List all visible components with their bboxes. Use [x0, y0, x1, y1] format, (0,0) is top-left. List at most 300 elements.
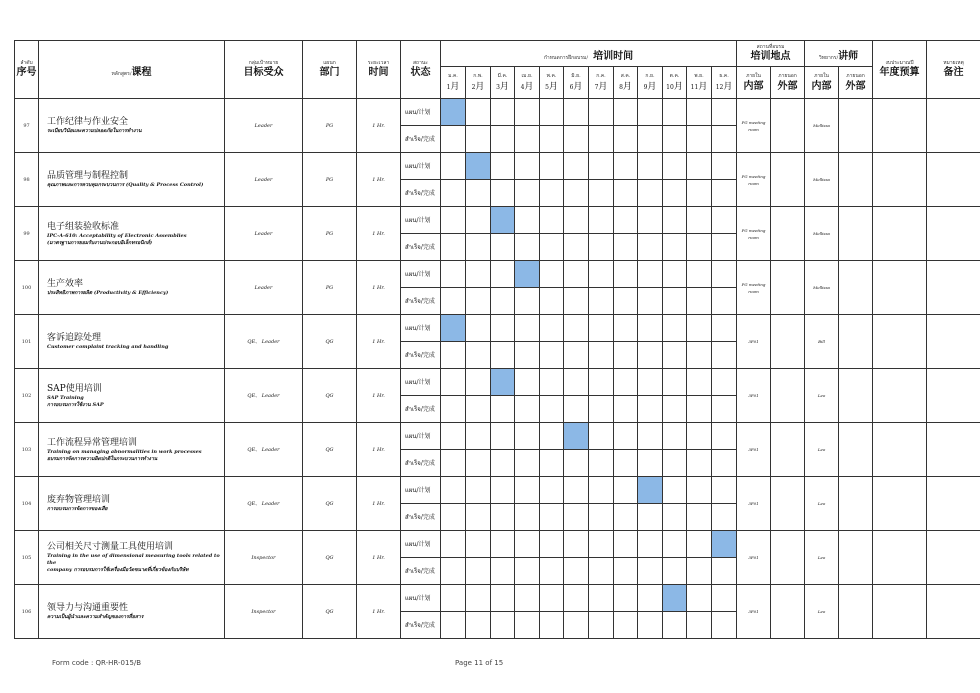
plan-cell-month-7: [589, 315, 614, 342]
plan-cell-month-8: [614, 531, 638, 558]
done-cell-month-6: [564, 234, 589, 261]
department: PG: [303, 261, 357, 315]
done-cell-month-9: [638, 450, 663, 477]
duration: 1 Hr.: [357, 477, 401, 531]
plan-cell-month-2: [466, 477, 491, 504]
remark-value: [927, 261, 980, 315]
location-external: [771, 207, 805, 261]
status-plan: แผน/计划: [401, 369, 441, 396]
plan-cell-month-2: [466, 261, 491, 288]
plan-cell-month-8: [614, 99, 638, 126]
plan-cell-month-2: [466, 99, 491, 126]
location-external: [771, 585, 805, 639]
done-cell-month-5: [540, 504, 564, 531]
trainer-internal-value: Leo: [805, 477, 839, 531]
plan-cell-month-11: [687, 369, 712, 396]
plan-cell-month-5: [540, 585, 564, 612]
remark-value: [927, 153, 980, 207]
done-cell-month-12: [712, 396, 737, 423]
duration: 1 Hr.: [357, 423, 401, 477]
done-cell-month-11: [687, 180, 712, 207]
target-audience: Inspector: [225, 531, 303, 585]
plan-cell-month-4: [515, 369, 540, 396]
location-external: [771, 99, 805, 153]
done-cell-month-5: [540, 558, 564, 585]
plan-cell-month-2: [466, 531, 491, 558]
plan-cell-month-10: [663, 153, 687, 180]
plan-cell-month-1: [441, 261, 466, 288]
done-cell-month-8: [614, 504, 638, 531]
location-external: [771, 477, 805, 531]
duration: 1 Hr.: [357, 315, 401, 369]
done-cell-month-7: [589, 558, 614, 585]
done-cell-month-7: [589, 504, 614, 531]
trainer-external-value: [839, 261, 873, 315]
plan-cell-month-11: [687, 207, 712, 234]
done-cell-month-5: [540, 234, 564, 261]
course-number: 101: [15, 315, 39, 369]
status-plan: แผน/计划: [401, 585, 441, 612]
plan-cell-month-10: [663, 531, 687, 558]
header-dept: แผนก 部门: [303, 41, 357, 99]
location-external: [771, 153, 805, 207]
done-cell-month-1: [441, 612, 466, 639]
plan-mark-month-1: [441, 99, 466, 126]
plan-cell-month-10: [663, 261, 687, 288]
done-cell-month-9: [638, 126, 663, 153]
location-internal: 3F01: [737, 369, 771, 423]
trainer-external-value: [839, 585, 873, 639]
duration: 1 Hr.: [357, 585, 401, 639]
done-cell-month-5: [540, 396, 564, 423]
plan-cell-month-7: [589, 153, 614, 180]
plan-cell-month-8: [614, 585, 638, 612]
done-cell-month-12: [712, 342, 737, 369]
done-cell-month-9: [638, 342, 663, 369]
done-cell-month-4: [515, 558, 540, 585]
department: PG: [303, 207, 357, 261]
trainer-internal-value: Mellissa: [805, 207, 839, 261]
month-header-2: ก.พ. 2月: [466, 67, 491, 99]
budget-value: [873, 315, 927, 369]
budget-value: [873, 423, 927, 477]
done-cell-month-10: [663, 558, 687, 585]
department: QG: [303, 423, 357, 477]
target-audience: QE、 Leader: [225, 369, 303, 423]
budget-value: [873, 585, 927, 639]
plan-cell-month-1: [441, 531, 466, 558]
done-cell-month-6: [564, 396, 589, 423]
plan-cell-month-11: [687, 477, 712, 504]
done-cell-month-7: [589, 234, 614, 261]
done-cell-month-7: [589, 180, 614, 207]
done-cell-month-4: [515, 180, 540, 207]
done-cell-month-12: [712, 558, 737, 585]
month-header-1: ม.ค. 1月: [441, 67, 466, 99]
plan-cell-month-11: [687, 531, 712, 558]
plan-cell-month-6: [564, 153, 589, 180]
department: QG: [303, 315, 357, 369]
done-cell-month-1: [441, 504, 466, 531]
budget-value: [873, 369, 927, 423]
done-cell-month-7: [589, 288, 614, 315]
status-done: สำเร็จ/完成: [401, 126, 441, 153]
done-cell-month-8: [614, 396, 638, 423]
course-number: 103: [15, 423, 39, 477]
course-number: 104: [15, 477, 39, 531]
month-header-7: ก.ค. 7月: [589, 67, 614, 99]
course-title: 客诉追踪处理 Customer complaint tracking and handling: [39, 315, 225, 369]
done-cell-month-5: [540, 180, 564, 207]
plan-cell-month-10: [663, 477, 687, 504]
done-cell-month-6: [564, 612, 589, 639]
course-title: 公司相关尺寸测量工具使用培训 Training in the use of dimensional measuring tools related to the company การอบรมการใช้เครื่องมือวัดขนาดที่เกี่ยวข้องกับบริษัท: [39, 531, 225, 585]
plan-cell-month-9: [638, 531, 663, 558]
plan-cell-month-12: [712, 315, 737, 342]
done-cell-month-2: [466, 180, 491, 207]
plan-cell-month-9: [638, 585, 663, 612]
plan-cell-month-7: [589, 423, 614, 450]
done-cell-month-11: [687, 126, 712, 153]
plan-cell-month-6: [564, 531, 589, 558]
remark-value: [927, 477, 980, 531]
plan-cell-month-2: [466, 207, 491, 234]
done-cell-month-3: [491, 504, 515, 531]
status-plan: แผน/计划: [401, 477, 441, 504]
trainer-external-value: [839, 423, 873, 477]
trainer-internal-value: Mellissa: [805, 153, 839, 207]
plan-cell-month-12: [712, 207, 737, 234]
plan-cell-month-8: [614, 423, 638, 450]
done-cell-month-11: [687, 450, 712, 477]
done-cell-month-8: [614, 180, 638, 207]
target-audience: Inspector: [225, 585, 303, 639]
month-header-4: เม.ย. 4月: [515, 67, 540, 99]
plan-mark-month-6: [564, 423, 589, 450]
plan-cell-month-2: [466, 315, 491, 342]
plan-cell-month-1: [441, 477, 466, 504]
trainer-internal-value: Bill: [805, 315, 839, 369]
location-internal: 3F01: [737, 315, 771, 369]
plan-cell-month-1: [441, 207, 466, 234]
status-done: สำเร็จ/完成: [401, 504, 441, 531]
remark-value: [927, 315, 980, 369]
duration: 1 Hr.: [357, 153, 401, 207]
done-cell-month-6: [564, 342, 589, 369]
plan-cell-month-6: [564, 369, 589, 396]
month-header-3: มี.ค. 3月: [491, 67, 515, 99]
plan-cell-month-7: [589, 261, 614, 288]
location-external: [771, 531, 805, 585]
plan-cell-month-5: [540, 477, 564, 504]
trainer-external-value: [839, 531, 873, 585]
trainer-internal-value: Mellissa: [805, 261, 839, 315]
plan-mark-month-12: [712, 531, 737, 558]
done-cell-month-2: [466, 396, 491, 423]
course-title: SAP使用培训 SAP Training การอบรมการใช้งาน SAP: [39, 369, 225, 423]
plan-cell-month-11: [687, 315, 712, 342]
status-plan: แผน/计划: [401, 153, 441, 180]
status-done: สำเร็จ/完成: [401, 288, 441, 315]
plan-cell-month-11: [687, 585, 712, 612]
done-cell-month-5: [540, 126, 564, 153]
done-cell-month-1: [441, 180, 466, 207]
target-audience: Leader: [225, 207, 303, 261]
done-cell-month-3: [491, 180, 515, 207]
done-cell-month-1: [441, 288, 466, 315]
header-location: สถานที่อบรม 培训地点: [737, 41, 805, 67]
done-cell-month-10: [663, 612, 687, 639]
plan-cell-month-3: [491, 585, 515, 612]
budget-value: [873, 531, 927, 585]
plan-cell-month-11: [687, 261, 712, 288]
plan-mark-month-3: [491, 207, 515, 234]
plan-cell-month-3: [491, 531, 515, 558]
table-row: [15, 423, 980, 450]
header-target: กลุ่มเป้าหมาย 目标受众: [225, 41, 303, 99]
status-done: สำเร็จ/完成: [401, 396, 441, 423]
loc-external: ภายนอก 外部: [771, 67, 805, 99]
trainer-external-value: [839, 315, 873, 369]
target-audience: Leader: [225, 99, 303, 153]
header-schedule: กำหนดการฝึกอบรม/ 培训时间: [441, 41, 737, 67]
done-cell-month-2: [466, 234, 491, 261]
plan-cell-month-3: [491, 315, 515, 342]
done-cell-month-8: [614, 126, 638, 153]
month-header-9: ก.ย. 9月: [638, 67, 663, 99]
month-header-12: ธ.ค. 12月: [712, 67, 737, 99]
plan-cell-month-9: [638, 99, 663, 126]
done-cell-month-7: [589, 450, 614, 477]
plan-cell-month-5: [540, 261, 564, 288]
department: QG: [303, 369, 357, 423]
done-cell-month-2: [466, 126, 491, 153]
table-row: [15, 585, 980, 612]
plan-cell-month-8: [614, 315, 638, 342]
course-title: 电子组装验收标准 IPC-A-610: Acceptability of Electronic Assemblies (มาตรฐานการยอมรับงานประกอบอิเล็กทรอนิกส์): [39, 207, 225, 261]
status-plan: แผน/计划: [401, 315, 441, 342]
duration: 1 Hr.: [357, 369, 401, 423]
done-cell-month-1: [441, 126, 466, 153]
plan-cell-month-3: [491, 153, 515, 180]
plan-cell-month-10: [663, 207, 687, 234]
plan-cell-month-5: [540, 99, 564, 126]
location-internal: PG meeting room: [737, 207, 771, 261]
plan-cell-month-12: [712, 423, 737, 450]
trainer-internal-value: Leo: [805, 531, 839, 585]
done-cell-month-11: [687, 504, 712, 531]
done-cell-month-7: [589, 396, 614, 423]
trainer-external-value: [839, 153, 873, 207]
done-cell-month-6: [564, 126, 589, 153]
course-number: 98: [15, 153, 39, 207]
plan-cell-month-8: [614, 477, 638, 504]
plan-cell-month-4: [515, 531, 540, 558]
location-internal: PG meeting room: [737, 99, 771, 153]
done-cell-month-2: [466, 558, 491, 585]
plan-cell-month-8: [614, 153, 638, 180]
location-external: [771, 423, 805, 477]
course-number: 105: [15, 531, 39, 585]
done-cell-month-6: [564, 450, 589, 477]
target-audience: Leader: [225, 153, 303, 207]
course-number: 106: [15, 585, 39, 639]
course-title: 工作流程异常管理培训 Training on managing abnormalities in work processes อบรมการจัดการความผิดปกติในกระบวนการทำงาน: [39, 423, 225, 477]
trainer-internal: ภายใน 内部: [805, 67, 839, 99]
department: PG: [303, 99, 357, 153]
done-cell-month-5: [540, 450, 564, 477]
table-row: [15, 315, 980, 342]
done-cell-month-12: [712, 126, 737, 153]
duration: 1 Hr.: [357, 207, 401, 261]
done-cell-month-9: [638, 288, 663, 315]
done-cell-month-9: [638, 234, 663, 261]
department: PG: [303, 153, 357, 207]
month-header-8: ส.ค. 8月: [614, 67, 638, 99]
plan-cell-month-4: [515, 99, 540, 126]
done-cell-month-3: [491, 288, 515, 315]
plan-cell-month-9: [638, 261, 663, 288]
plan-cell-month-1: [441, 153, 466, 180]
done-cell-month-4: [515, 450, 540, 477]
plan-cell-month-5: [540, 369, 564, 396]
duration: 1 Hr.: [357, 531, 401, 585]
department: QG: [303, 585, 357, 639]
plan-cell-month-10: [663, 423, 687, 450]
done-cell-month-4: [515, 612, 540, 639]
done-cell-month-8: [614, 288, 638, 315]
header-remark: หมายเหตุ 备注: [927, 41, 980, 99]
done-cell-month-1: [441, 234, 466, 261]
status-done: สำเร็จ/完成: [401, 234, 441, 261]
done-cell-month-7: [589, 126, 614, 153]
plan-cell-month-1: [441, 585, 466, 612]
done-cell-month-10: [663, 126, 687, 153]
location-internal: 3F01: [737, 477, 771, 531]
plan-cell-month-4: [515, 207, 540, 234]
header-course: หลักสูตร/课程: [39, 41, 225, 99]
plan-cell-month-6: [564, 315, 589, 342]
done-cell-month-10: [663, 234, 687, 261]
department: QG: [303, 531, 357, 585]
done-cell-month-8: [614, 612, 638, 639]
done-cell-month-2: [466, 450, 491, 477]
target-audience: QE、 Leader: [225, 315, 303, 369]
plan-cell-month-5: [540, 315, 564, 342]
done-cell-month-2: [466, 342, 491, 369]
budget-value: [873, 477, 927, 531]
done-cell-month-2: [466, 504, 491, 531]
done-cell-month-9: [638, 396, 663, 423]
remark-value: [927, 531, 980, 585]
plan-mark-month-1: [441, 315, 466, 342]
status-done: สำเร็จ/完成: [401, 180, 441, 207]
done-cell-month-12: [712, 450, 737, 477]
done-cell-month-10: [663, 504, 687, 531]
plan-cell-month-6: [564, 477, 589, 504]
plan-mark-month-9: [638, 477, 663, 504]
plan-cell-month-9: [638, 315, 663, 342]
done-cell-month-10: [663, 342, 687, 369]
header-no: ลำดับ 序号: [15, 41, 39, 99]
header-status: สถานะ 状态: [401, 41, 441, 99]
plan-cell-month-9: [638, 153, 663, 180]
trainer-internal-value: Leo: [805, 369, 839, 423]
course-number: 99: [15, 207, 39, 261]
course-title: 品质管理与制程控制 คุณภาพและการควบคุมกระบวนการ (Quality & Process Control): [39, 153, 225, 207]
trainer-external-value: [839, 477, 873, 531]
table-row: [15, 369, 980, 396]
location-internal: 3F01: [737, 585, 771, 639]
plan-cell-month-5: [540, 531, 564, 558]
plan-cell-month-10: [663, 315, 687, 342]
done-cell-month-3: [491, 342, 515, 369]
done-cell-month-3: [491, 396, 515, 423]
done-cell-month-4: [515, 288, 540, 315]
plan-mark-month-2: [466, 153, 491, 180]
target-audience: QE、 Leader: [225, 423, 303, 477]
training-plan-sheet: [14, 40, 964, 639]
done-cell-month-3: [491, 450, 515, 477]
done-cell-month-1: [441, 558, 466, 585]
done-cell-month-7: [589, 612, 614, 639]
department: QG: [303, 477, 357, 531]
plan-cell-month-2: [466, 423, 491, 450]
done-cell-month-11: [687, 612, 712, 639]
location-internal: 3F01: [737, 531, 771, 585]
done-cell-month-11: [687, 288, 712, 315]
plan-cell-month-11: [687, 153, 712, 180]
done-cell-month-8: [614, 342, 638, 369]
budget-value: [873, 207, 927, 261]
plan-cell-month-7: [589, 207, 614, 234]
location-internal: PG meeting room: [737, 153, 771, 207]
plan-cell-month-10: [663, 99, 687, 126]
done-cell-month-10: [663, 396, 687, 423]
month-header-10: ต.ค. 10月: [663, 67, 687, 99]
done-cell-month-6: [564, 288, 589, 315]
done-cell-month-7: [589, 342, 614, 369]
plan-cell-month-5: [540, 153, 564, 180]
done-cell-month-12: [712, 180, 737, 207]
plan-cell-month-12: [712, 477, 737, 504]
status-plan: แผน/计划: [401, 261, 441, 288]
done-cell-month-1: [441, 450, 466, 477]
status-plan: แผน/计划: [401, 207, 441, 234]
plan-cell-month-7: [589, 369, 614, 396]
done-cell-month-2: [466, 612, 491, 639]
plan-mark-month-3: [491, 369, 515, 396]
done-cell-month-8: [614, 234, 638, 261]
location-internal: PG meeting room: [737, 261, 771, 315]
table-row: [15, 207, 980, 234]
plan-mark-month-10: [663, 585, 687, 612]
remark-value: [927, 369, 980, 423]
done-cell-month-1: [441, 342, 466, 369]
plan-cell-month-6: [564, 585, 589, 612]
header-trainer: วิทยากร/讲师: [805, 41, 873, 67]
done-cell-month-10: [663, 180, 687, 207]
done-cell-month-11: [687, 234, 712, 261]
done-cell-month-3: [491, 126, 515, 153]
plan-cell-month-9: [638, 423, 663, 450]
month-header-6: มิ.ย. 6月: [564, 67, 589, 99]
plan-cell-month-9: [638, 207, 663, 234]
plan-cell-month-7: [589, 477, 614, 504]
done-cell-month-4: [515, 504, 540, 531]
plan-cell-month-3: [491, 261, 515, 288]
table-row: [15, 99, 980, 126]
